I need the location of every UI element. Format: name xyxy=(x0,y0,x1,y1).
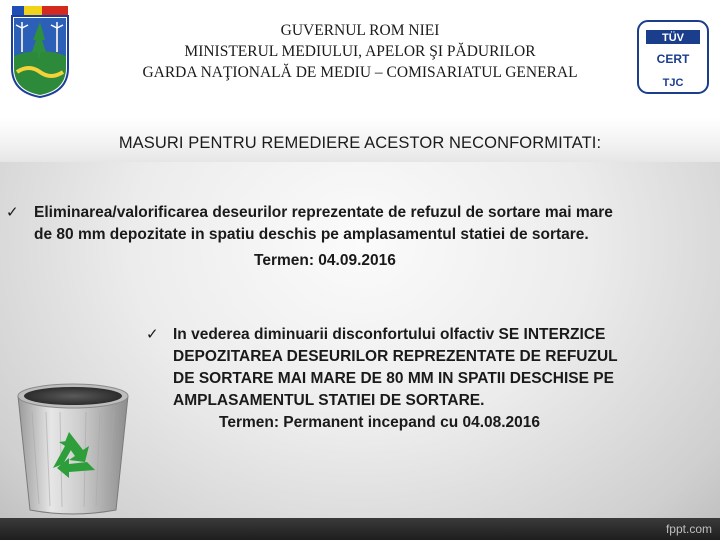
header-line-1: GUVERNUL ROM NIEI xyxy=(280,22,440,39)
svg-text:TJC: TJC xyxy=(662,77,684,89)
bullet-2-line-2: DEPOZITAREA DESEURILOR REPREZENTATE DE REFUZUL xyxy=(173,348,618,365)
section-title: MASURI PENTRU REMEDIERE ACESTOR NECONFORMITATI: xyxy=(118,134,602,152)
header-line-3: GARDA NAŢIONALĂ DE MEDIU – COMISARIATUL GENERAL xyxy=(142,64,578,81)
footer-brand[interactable]: fppt.com xyxy=(665,522,712,536)
bullet-2-deadline: Termen: Permanent incepand cu 04.08.2016 xyxy=(219,414,541,431)
bullet-1-line-1: Eliminarea/valorificarea deseurilor reprezentate de refuzul de sortare mai mare xyxy=(34,204,613,221)
tuv-cert-logo-icon xyxy=(637,20,709,94)
svg-text:TÜV: TÜV xyxy=(662,32,684,44)
checkmark-icon: ✓ xyxy=(6,204,19,221)
bullet-2-line-4: AMPLASAMENTUL STATIEI DE SORTARE. xyxy=(173,392,485,409)
header-text xyxy=(0,20,720,83)
bullet-2-line-1: In vederea diminuarii disconfortului olfactiv SE INTERZICE xyxy=(173,326,606,343)
header-line-2: MINISTERUL MEDIULUI, APELOR ŞI PĂDURILOR xyxy=(184,43,536,60)
footer-bar xyxy=(0,518,720,540)
bullet-1-deadline: Termen: 04.09.2016 xyxy=(254,252,396,269)
bullet-2-line-3: DE SORTARE MAI MARE DE 80 MM IN SPATII DESCHISE PE xyxy=(173,370,614,387)
bullet-1-line-2: de 80 mm depozitate in spatiu deschis pe amplasamentul statiei de sortare. xyxy=(34,226,589,243)
svg-text:CERT: CERT xyxy=(656,52,690,66)
checkmark-icon: ✓ xyxy=(146,326,159,343)
recycle-bin-icon xyxy=(12,378,134,518)
header xyxy=(0,0,720,118)
